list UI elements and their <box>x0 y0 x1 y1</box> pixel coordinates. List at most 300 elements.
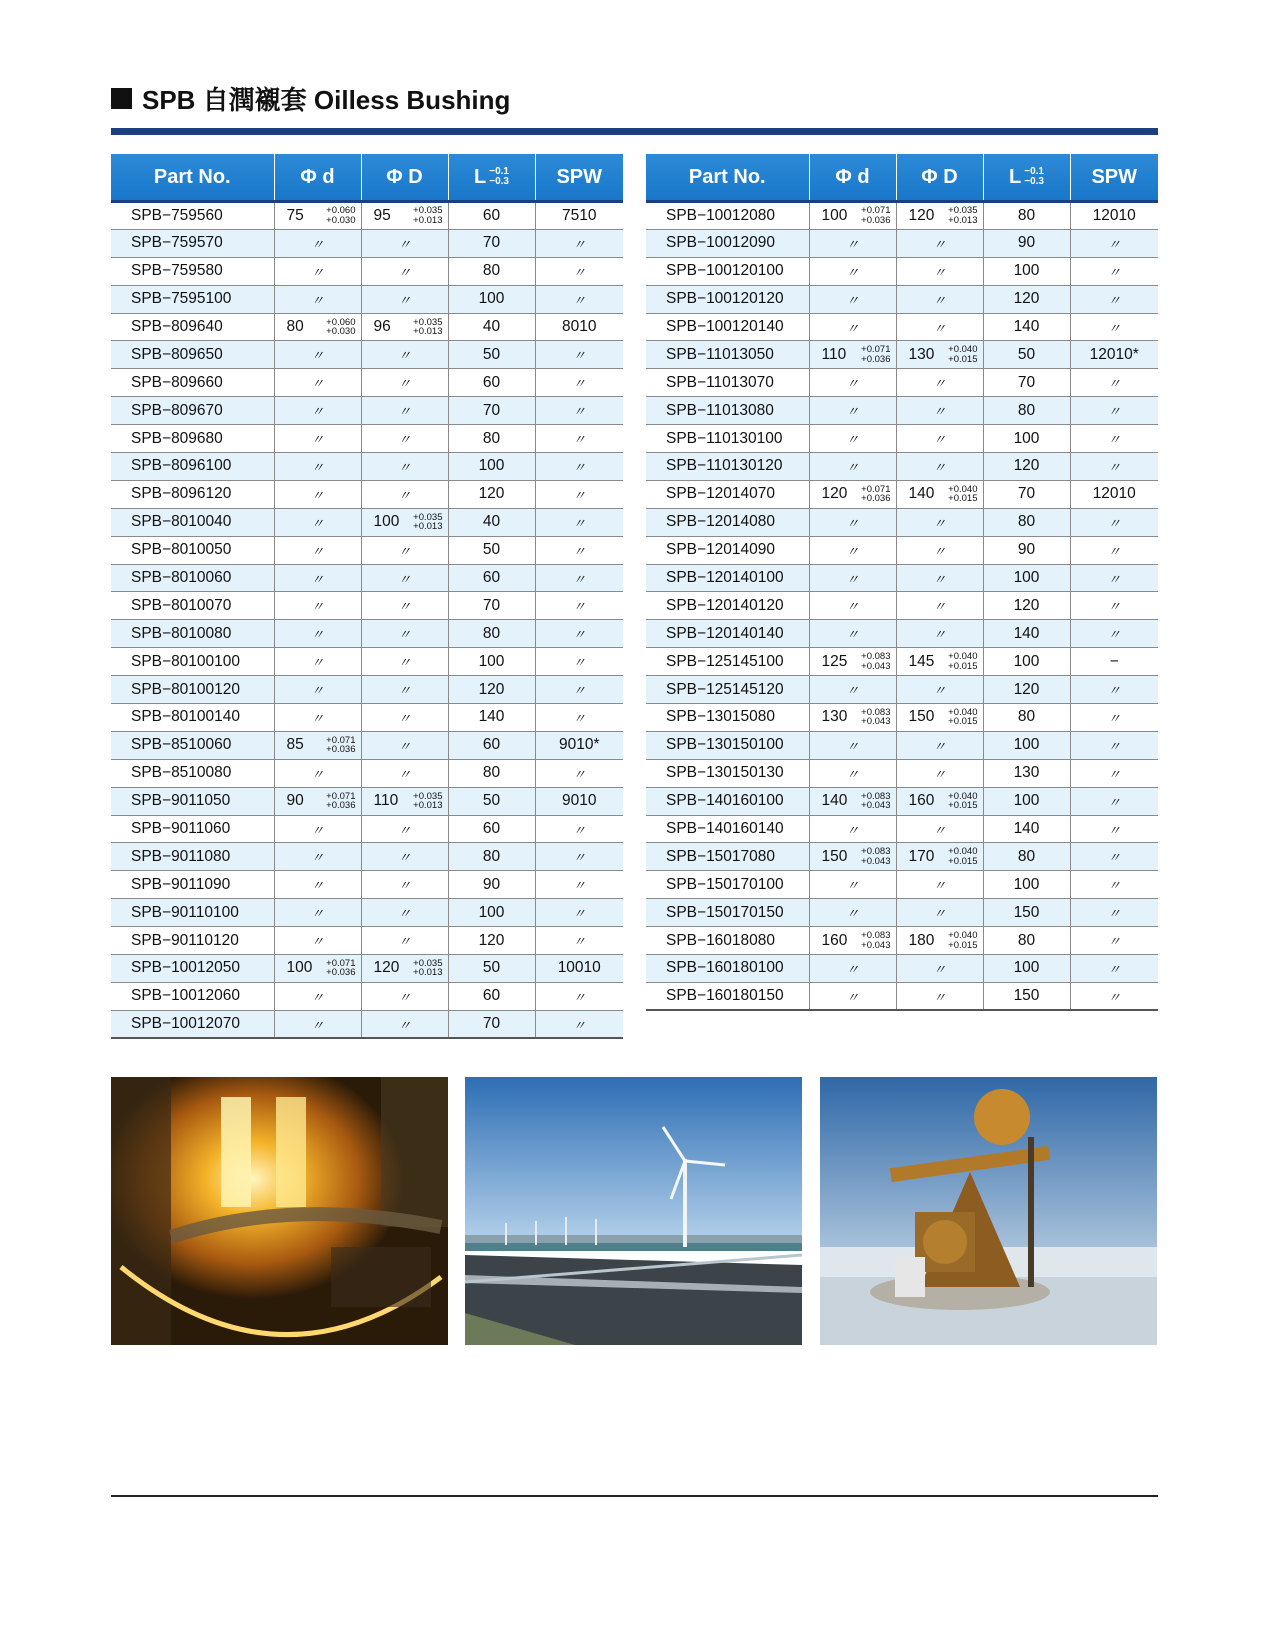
part-number-cell: SPB−100120120 <box>646 285 809 313</box>
inner-diameter-cell: 〃 <box>809 229 896 257</box>
header-length <box>983 154 1070 202</box>
diameter-value: 140 <box>908 485 935 503</box>
inner-diameter-cell: 〃 <box>809 536 896 564</box>
tolerance-lower: +0.036 <box>326 800 356 812</box>
part-number-cell: SPB−9011090 <box>111 871 274 899</box>
spw-cell: 〃 <box>535 843 623 871</box>
length-tolerance <box>1024 167 1044 187</box>
length-cell: 70 <box>448 592 535 620</box>
spw-cell: 12010* <box>1070 341 1158 369</box>
table-row <box>111 480 623 508</box>
diameter-value: 90 <box>286 792 304 810</box>
header-phi-d: Φ d <box>809 154 896 202</box>
spw-cell: 〃 <box>535 592 623 620</box>
header-length-label: L <box>474 165 487 188</box>
diameter-value: 100 <box>373 513 400 531</box>
part-number-cell: SPB−11013070 <box>646 369 809 397</box>
tolerance-lower: +0.015 <box>948 855 978 867</box>
part-number-cell: SPB−8510080 <box>111 759 274 787</box>
tolerance-upper: +0.040 <box>948 483 978 495</box>
outer-diameter-cell <box>361 955 448 983</box>
part-number-cell: SPB−8010050 <box>111 536 274 564</box>
spw-cell: 〃 <box>1070 759 1158 787</box>
diameter-value: 80 <box>286 318 304 335</box>
outer-diameter-cell <box>896 341 983 369</box>
inner-diameter-cell: 〃 <box>809 899 896 927</box>
tolerance-upper: +0.071 <box>861 344 891 356</box>
length-cell: 120 <box>448 927 535 955</box>
outer-diameter-cell: 〃 <box>361 731 448 759</box>
inner-diameter-cell: 〃 <box>274 927 361 955</box>
inner-diameter-cell <box>274 787 361 815</box>
inner-diameter-cell: 〃 <box>809 731 896 759</box>
part-number-cell: SPB−10012060 <box>111 982 274 1010</box>
length-cell: 100 <box>983 955 1070 983</box>
inner-diameter-cell: 〃 <box>274 1010 361 1038</box>
length-cell: 50 <box>448 787 535 815</box>
diameter-value: 180 <box>908 931 935 949</box>
part-number-cell: SPB−140160140 <box>646 815 809 843</box>
table-row <box>646 704 1158 732</box>
spw-cell: 〃 <box>535 815 623 843</box>
length-cell: 80 <box>448 425 535 453</box>
outer-diameter-cell: 〃 <box>361 397 448 425</box>
spw-cell: 〃 <box>535 536 623 564</box>
diameter-tolerance <box>861 792 890 811</box>
part-number-cell: SPB−759560 <box>111 202 274 230</box>
outer-diameter-cell: 〃 <box>361 927 448 955</box>
part-number-cell: SPB−759580 <box>111 257 274 285</box>
inner-diameter-cell: 〃 <box>809 508 896 536</box>
outer-diameter-cell: 〃 <box>896 397 983 425</box>
inner-diameter-cell: 〃 <box>809 453 896 481</box>
spw-cell: 〃 <box>1070 257 1158 285</box>
outer-diameter-cell: 〃 <box>896 620 983 648</box>
length-tol-upper: −0.1 <box>1024 166 1044 178</box>
spw-cell: 〃 <box>535 871 623 899</box>
table-row <box>646 257 1158 285</box>
part-number-cell: SPB−7595100 <box>111 285 274 313</box>
outer-diameter-cell: 〃 <box>896 257 983 285</box>
diameter-tolerance <box>861 708 890 727</box>
tolerance-lower: +0.015 <box>948 493 978 505</box>
tolerance-upper: +0.035 <box>413 205 443 217</box>
diameter-value: 120 <box>908 206 935 224</box>
header-part-no: Part No. <box>646 154 809 202</box>
spw-cell: 〃 <box>1070 229 1158 257</box>
length-cell: 150 <box>983 982 1070 1010</box>
table-row <box>646 285 1158 313</box>
table-row <box>646 955 1158 983</box>
diameter-value: 140 <box>821 792 848 810</box>
length-cell: 60 <box>448 564 535 592</box>
table-row <box>646 676 1158 704</box>
diameter-tolerance <box>948 792 977 811</box>
diameter-tolerance <box>326 206 355 225</box>
spw-cell: 〃 <box>1070 369 1158 397</box>
diameter-tolerance <box>948 652 977 671</box>
part-number-cell: SPB−160180100 <box>646 955 809 983</box>
outer-diameter-cell: 〃 <box>361 453 448 481</box>
diameter-value: 75 <box>286 206 304 224</box>
table-row <box>646 229 1158 257</box>
spw-cell: 〃 <box>535 759 623 787</box>
table-header-row <box>111 154 623 202</box>
part-number-cell: SPB−12014080 <box>646 508 809 536</box>
diameter-tolerance <box>326 318 355 337</box>
part-number-cell: SPB−8010080 <box>111 620 274 648</box>
length-cell: 140 <box>983 620 1070 648</box>
inner-diameter-cell <box>274 955 361 983</box>
diameter-tolerance <box>948 206 977 225</box>
table-row <box>646 480 1158 508</box>
length-cell: 80 <box>983 927 1070 955</box>
inner-diameter-cell: 〃 <box>809 955 896 983</box>
inner-diameter-cell: 〃 <box>274 564 361 592</box>
length-cell: 80 <box>448 257 535 285</box>
diameter-value: 130 <box>821 708 848 726</box>
table-row <box>111 982 623 1010</box>
diameter-value: 130 <box>908 345 935 363</box>
header-part-no: Part No. <box>111 154 274 202</box>
inner-diameter-cell: 〃 <box>809 759 896 787</box>
inner-diameter-cell: 〃 <box>809 676 896 704</box>
tolerance-lower: +0.013 <box>948 214 978 226</box>
tolerance-lower: +0.043 <box>861 800 891 812</box>
part-number-cell: SPB−120140140 <box>646 620 809 648</box>
length-cell: 140 <box>983 313 1070 341</box>
diameter-tolerance <box>326 959 355 978</box>
inner-diameter-cell: 〃 <box>809 815 896 843</box>
part-number-cell: SPB−10012070 <box>111 1010 274 1038</box>
outer-diameter-cell: 〃 <box>361 536 448 564</box>
tolerance-lower: +0.043 <box>861 855 891 867</box>
inner-diameter-cell: 〃 <box>274 257 361 285</box>
diameter-value: 160 <box>821 931 848 949</box>
outer-diameter-cell: 〃 <box>361 285 448 313</box>
outer-diameter-cell: 〃 <box>896 731 983 759</box>
part-number-cell: SPB−8010040 <box>111 508 274 536</box>
outer-diameter-cell: 〃 <box>896 955 983 983</box>
part-number-cell: SPB−110130100 <box>646 425 809 453</box>
spw-cell: 〃 <box>1070 564 1158 592</box>
length-cell: 80 <box>448 620 535 648</box>
tolerance-upper: +0.083 <box>861 790 891 802</box>
outer-diameter-cell <box>896 202 983 230</box>
diameter-tolerance <box>861 206 890 225</box>
spw-cell: 〃 <box>535 676 623 704</box>
length-cell: 140 <box>983 815 1070 843</box>
spec-table-left <box>111 154 623 1039</box>
table-row <box>111 815 623 843</box>
part-number-cell: SPB−9011080 <box>111 843 274 871</box>
spw-cell: 〃 <box>535 564 623 592</box>
tolerance-lower: +0.043 <box>861 716 891 728</box>
table-row <box>111 787 623 815</box>
part-number-cell: SPB−809670 <box>111 397 274 425</box>
spw-cell: 〃 <box>535 899 623 927</box>
length-cell: 50 <box>448 955 535 983</box>
length-cell: 90 <box>983 229 1070 257</box>
tolerance-upper: +0.035 <box>413 957 443 969</box>
diameter-value: 110 <box>373 792 399 810</box>
outer-diameter-cell: 〃 <box>896 815 983 843</box>
spw-cell: 〃 <box>1070 592 1158 620</box>
outer-diameter-cell: 〃 <box>361 1010 448 1038</box>
outer-diameter-cell: 〃 <box>896 676 983 704</box>
part-number-cell: SPB−11013050 <box>646 341 809 369</box>
length-cell: 60 <box>448 369 535 397</box>
spw-cell: 〃 <box>1070 620 1158 648</box>
diameter-value: 160 <box>908 792 935 810</box>
inner-diameter-cell: 〃 <box>274 982 361 1010</box>
length-cell: 80 <box>983 843 1070 871</box>
length-cell: 70 <box>983 369 1070 397</box>
diameter-tolerance <box>861 931 890 950</box>
outer-diameter-cell: 〃 <box>361 480 448 508</box>
spw-cell: 〃 <box>535 453 623 481</box>
part-number-cell: SPB−125145100 <box>646 648 809 676</box>
inner-diameter-cell: 〃 <box>809 257 896 285</box>
part-number-cell: SPB−15017080 <box>646 843 809 871</box>
page-title-text: SPB 自潤襯套 Oilless Bushing <box>142 84 511 115</box>
diameter-tolerance <box>413 206 442 225</box>
table-row <box>646 425 1158 453</box>
outer-diameter-cell: 〃 <box>361 229 448 257</box>
part-number-cell: SPB−809650 <box>111 341 274 369</box>
part-number-cell: SPB−8010070 <box>111 592 274 620</box>
table-row <box>111 229 623 257</box>
spw-cell: 9010 <box>535 787 623 815</box>
part-number-cell: SPB−120140100 <box>646 564 809 592</box>
table-row <box>111 257 623 285</box>
outer-diameter-cell: 〃 <box>361 648 448 676</box>
diameter-tolerance <box>861 345 890 364</box>
length-cell: 120 <box>983 592 1070 620</box>
bottom-rule <box>111 1495 1158 1497</box>
outer-diameter-cell: 〃 <box>361 843 448 871</box>
part-number-cell: SPB−80100100 <box>111 648 274 676</box>
length-cell: 60 <box>448 982 535 1010</box>
outer-diameter-cell: 〃 <box>896 536 983 564</box>
table-row <box>111 648 623 676</box>
inner-diameter-cell: 〃 <box>809 369 896 397</box>
part-number-cell: SPB−8010060 <box>111 564 274 592</box>
outer-diameter-cell: 〃 <box>361 676 448 704</box>
outer-diameter-cell <box>361 313 448 341</box>
diameter-value: 150 <box>908 708 935 726</box>
outer-diameter-cell <box>361 202 448 230</box>
tolerance-upper: +0.083 <box>861 930 891 942</box>
tolerance-lower: +0.013 <box>413 326 443 337</box>
spw-cell: 8010 <box>535 313 623 341</box>
outer-diameter-cell <box>896 704 983 732</box>
header-phi-D: Φ D <box>361 154 448 202</box>
part-number-cell: SPB−10012080 <box>646 202 809 230</box>
part-number-cell: SPB−8510060 <box>111 731 274 759</box>
outer-diameter-cell: 〃 <box>361 759 448 787</box>
length-cell: 100 <box>983 731 1070 759</box>
inner-diameter-cell: 〃 <box>274 676 361 704</box>
part-number-cell: SPB−13015080 <box>646 704 809 732</box>
diameter-tolerance <box>948 485 977 504</box>
table-row <box>646 341 1158 369</box>
spw-cell: 〃 <box>1070 815 1158 843</box>
table-row <box>111 397 623 425</box>
inner-diameter-cell: 〃 <box>274 341 361 369</box>
table-row <box>646 731 1158 759</box>
spw-cell: 〃 <box>535 341 623 369</box>
length-cell: 100 <box>983 787 1070 815</box>
header-length <box>448 154 535 202</box>
tolerance-lower: +0.015 <box>948 353 978 365</box>
table-row <box>646 787 1158 815</box>
tolerance-lower: +0.015 <box>948 800 978 812</box>
spw-cell: 〃 <box>1070 508 1158 536</box>
length-cell: 100 <box>983 425 1070 453</box>
length-cell: 60 <box>448 731 535 759</box>
inner-diameter-cell <box>274 313 361 341</box>
spw-cell: 〃 <box>1070 536 1158 564</box>
diameter-value: 95 <box>373 206 391 224</box>
inner-diameter-cell <box>809 787 896 815</box>
oil-pumpjack-photo <box>820 1077 1157 1345</box>
length-cell: 100 <box>448 285 535 313</box>
inner-diameter-cell <box>809 202 896 230</box>
length-cell: 50 <box>448 536 535 564</box>
spw-cell: 〃 <box>535 1010 623 1038</box>
length-cell: 130 <box>983 759 1070 787</box>
part-number-cell: SPB−150170150 <box>646 899 809 927</box>
tolerance-upper: +0.035 <box>413 316 443 328</box>
length-cell: 120 <box>448 676 535 704</box>
part-number-cell: SPB−90110120 <box>111 927 274 955</box>
diameter-tolerance <box>948 847 977 866</box>
table-row <box>646 648 1158 676</box>
spw-cell: 〃 <box>1070 927 1158 955</box>
tolerance-lower: +0.030 <box>326 326 356 337</box>
spw-cell: 7510 <box>535 202 623 230</box>
tolerance-lower: +0.036 <box>326 744 356 756</box>
table-row <box>111 453 623 481</box>
table-row <box>111 1010 623 1038</box>
spw-cell: 10010 <box>535 955 623 983</box>
spw-cell: 〃 <box>535 648 623 676</box>
table-row <box>111 564 623 592</box>
part-number-cell: SPB−150170100 <box>646 871 809 899</box>
diameter-tolerance <box>948 345 977 364</box>
tolerance-upper: +0.083 <box>861 651 891 663</box>
outer-diameter-cell: 〃 <box>361 341 448 369</box>
inner-diameter-cell <box>809 927 896 955</box>
tolerance-upper: +0.035 <box>413 790 443 802</box>
page-title <box>111 78 510 118</box>
length-cell: 100 <box>448 453 535 481</box>
outer-diameter-cell <box>361 787 448 815</box>
table-row <box>111 871 623 899</box>
spw-cell: 〃 <box>535 257 623 285</box>
tolerance-upper: +0.083 <box>861 706 891 718</box>
length-cell: 80 <box>983 397 1070 425</box>
inner-diameter-cell <box>809 648 896 676</box>
diameter-tolerance <box>326 736 355 755</box>
length-cell: 40 <box>448 508 535 536</box>
inner-diameter-cell: 〃 <box>274 508 361 536</box>
part-number-cell: SPB−9011060 <box>111 815 274 843</box>
outer-diameter-cell <box>361 508 448 536</box>
spw-cell: 〃 <box>535 285 623 313</box>
outer-diameter-cell: 〃 <box>361 425 448 453</box>
table-row <box>111 592 623 620</box>
part-number-cell: SPB−809680 <box>111 425 274 453</box>
outer-diameter-cell: 〃 <box>896 369 983 397</box>
spw-cell: 〃 <box>535 397 623 425</box>
table-row <box>646 871 1158 899</box>
diameter-tolerance <box>948 708 977 727</box>
part-number-cell: SPB−80100140 <box>111 704 274 732</box>
inner-diameter-cell <box>809 341 896 369</box>
length-cell: 80 <box>983 508 1070 536</box>
table-row <box>646 982 1158 1010</box>
outer-diameter-cell: 〃 <box>361 899 448 927</box>
spw-cell: 〃 <box>535 369 623 397</box>
table-row <box>111 536 623 564</box>
table-row <box>646 453 1158 481</box>
diameter-tolerance <box>413 959 442 978</box>
length-cell: 100 <box>983 257 1070 285</box>
header-spw: SPW <box>1070 154 1158 202</box>
length-cell: 50 <box>983 341 1070 369</box>
inner-diameter-cell: 〃 <box>809 425 896 453</box>
outer-diameter-cell <box>896 843 983 871</box>
table-row <box>646 397 1158 425</box>
table-row <box>646 564 1158 592</box>
length-cell: 60 <box>448 815 535 843</box>
spw-cell: 〃 <box>535 508 623 536</box>
length-cell: 90 <box>983 536 1070 564</box>
spw-cell: 〃 <box>1070 843 1158 871</box>
inner-diameter-cell: 〃 <box>274 759 361 787</box>
tolerance-lower: +0.013 <box>413 214 443 226</box>
spw-cell: 〃 <box>1070 453 1158 481</box>
length-cell: 120 <box>983 453 1070 481</box>
outer-diameter-cell: 〃 <box>361 257 448 285</box>
diameter-tolerance <box>413 513 442 532</box>
table-row <box>111 369 623 397</box>
spw-cell: 〃 <box>535 620 623 648</box>
part-number-cell: SPB−8096120 <box>111 480 274 508</box>
part-number-cell: SPB−16018080 <box>646 927 809 955</box>
spw-cell: 〃 <box>1070 676 1158 704</box>
tolerance-lower: +0.036 <box>861 493 891 505</box>
table-row <box>646 927 1158 955</box>
inner-diameter-cell: 〃 <box>809 871 896 899</box>
outer-diameter-cell: 〃 <box>896 229 983 257</box>
part-number-cell: SPB−9011050 <box>111 787 274 815</box>
inner-diameter-cell: 〃 <box>274 229 361 257</box>
diameter-tolerance <box>948 931 977 950</box>
length-cell: 70 <box>983 480 1070 508</box>
inner-diameter-cell: 〃 <box>809 564 896 592</box>
header-length-label: L <box>1009 165 1022 188</box>
inner-diameter-cell: 〃 <box>274 592 361 620</box>
tolerance-upper: +0.040 <box>948 651 978 663</box>
spw-cell: 〃 <box>1070 285 1158 313</box>
length-cell: 70 <box>448 397 535 425</box>
length-cell: 100 <box>448 648 535 676</box>
outer-diameter-cell: 〃 <box>896 313 983 341</box>
inner-diameter-cell: 〃 <box>274 397 361 425</box>
